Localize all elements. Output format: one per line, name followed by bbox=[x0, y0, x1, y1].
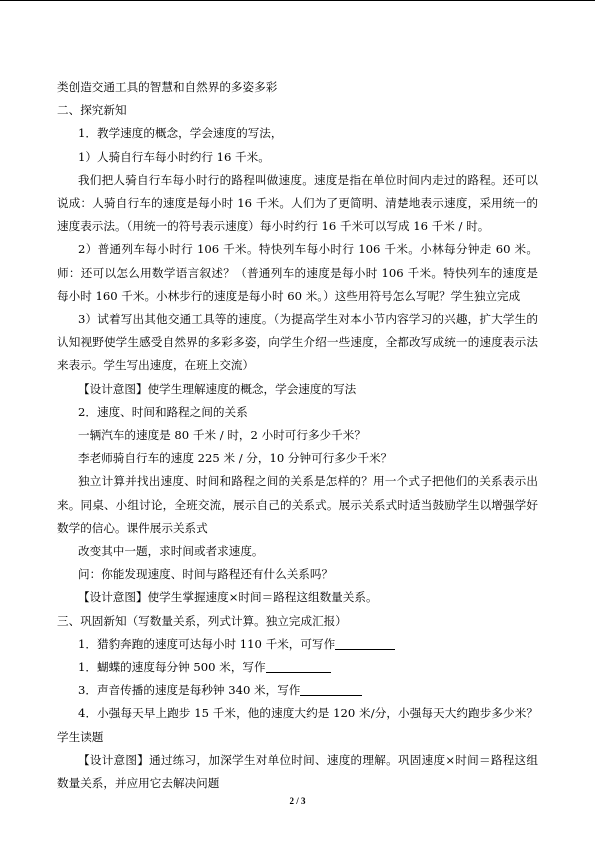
problem-teacher-bike: 李老师骑自行车的速度 225 米 / 分，10 分钟可行多少千米？ bbox=[78, 451, 393, 466]
section-heading-explore: 二、探究新知 bbox=[57, 103, 127, 118]
document-body bbox=[57, 76, 538, 795]
paragraph-continuation: 类创造交通工具的智慧和自然界的多姿多彩 bbox=[57, 80, 278, 94]
answer-blank-cheetah[interactable] bbox=[335, 637, 395, 650]
exercise-sound bbox=[57, 679, 538, 702]
example-bicycle: 1）人骑自行车每小时约行 16 千米。 bbox=[78, 149, 270, 164]
exercise-cheetah-text: 1．猎豹奔跑的速度可达每小时 110 千米，可写作 bbox=[78, 636, 336, 651]
exercise-cheetah bbox=[57, 633, 538, 656]
design-intent-1: 【设计意图】使学生理解速度的概念，学会速度的写法 bbox=[78, 381, 357, 396]
paragraph-independent-calc: 独立计算并找出速度、时间和路程之间的关系是怎样的？用一个式子把他们的关系表示出来。同桌、小组讨论，全班交流，展示自己的关系式。展示关系式时适当鼓励学生以增强学好数学的信心。课件展示关系式 bbox=[57, 474, 538, 535]
subheading-relationship: 2．速度、时间和路程之间的关系 bbox=[78, 404, 248, 419]
paragraph-other-vehicles: 3）试着写出其他交通工具等的速度。（为提高学生对本小节内容学习的兴趣，扩大学生的认知视野使学生感受自然界的多彩多姿，向学生介绍一些速度，全都改写成统一的速度表示法来表示。学生写出速度，在班上交流） bbox=[57, 312, 538, 373]
question-relationship: 问：你能发现速度、时间与路程还有什么关系吗？ bbox=[78, 567, 334, 582]
answer-blank-butterfly[interactable] bbox=[266, 660, 331, 673]
paragraph-train-example: 2）普通列车每小时行 106 千米。特快列车每小时行 106 千米。小林每分钟走 60 米。师：还可以怎么用数学语言叙述？（普通列车的速度是每小时 106 千米。特快列车的速度是每小时 160 千米。小林步行的速度是每小时 60 米。）这些用符号怎么写呢？学生独立完成 bbox=[57, 242, 538, 303]
design-intent-3: 【设计意图】通过练习，加深学生对单位时间、速度的理解。巩固速度×时间＝路程这组数量关系，并应用它去解决问题 bbox=[57, 752, 538, 791]
page-number: 2 / 3 bbox=[289, 796, 306, 806]
section-heading-consolidate: 三、巩固新知（写数量关系，列式计算。独立完成汇报） bbox=[57, 613, 347, 628]
paragraph-speed-definition: 我们把人骑自行车每小时行的路程叫做速度。速度是指在单位时间内走过的路程。还可以说成：人骑自行车的速度是每小时 16 千米。人们为了更简明、清楚地表示速度，采用统一的速度表示法。（用统一的符号表示速度）每小时约行 16 千米可以写成 16 千米 / 时。 bbox=[57, 172, 538, 234]
exercise-sound-text: 3．声音传播的速度是每秒钟 340 米，写作 bbox=[78, 683, 301, 698]
design-intent-2: 【设计意图】使学生掌握速度×时间＝路程这组数量关系。 bbox=[78, 590, 378, 605]
exercise-running: 4．小强每天早上跑步 15 千米，他的速度大约是 120 米/分，小强每天大约跑步多少米？学生读题 bbox=[57, 706, 538, 744]
exercise-butterfly bbox=[57, 656, 538, 679]
subheading-speed-concept: 1．教学速度的概念，学会速度的写法， bbox=[78, 126, 283, 141]
answer-blank-sound[interactable] bbox=[300, 683, 362, 696]
exercise-butterfly-text: 1．蝴蝶的速度每分钟 500 米，写作 bbox=[78, 660, 266, 675]
instruction-change-problem: 改变其中一题，求时间或者求速度。 bbox=[78, 544, 264, 559]
problem-car: 一辆汽车的速度是 80 千米 / 时，2 小时可行多少千米？ bbox=[78, 428, 366, 443]
top-rule bbox=[0, 0, 595, 1]
